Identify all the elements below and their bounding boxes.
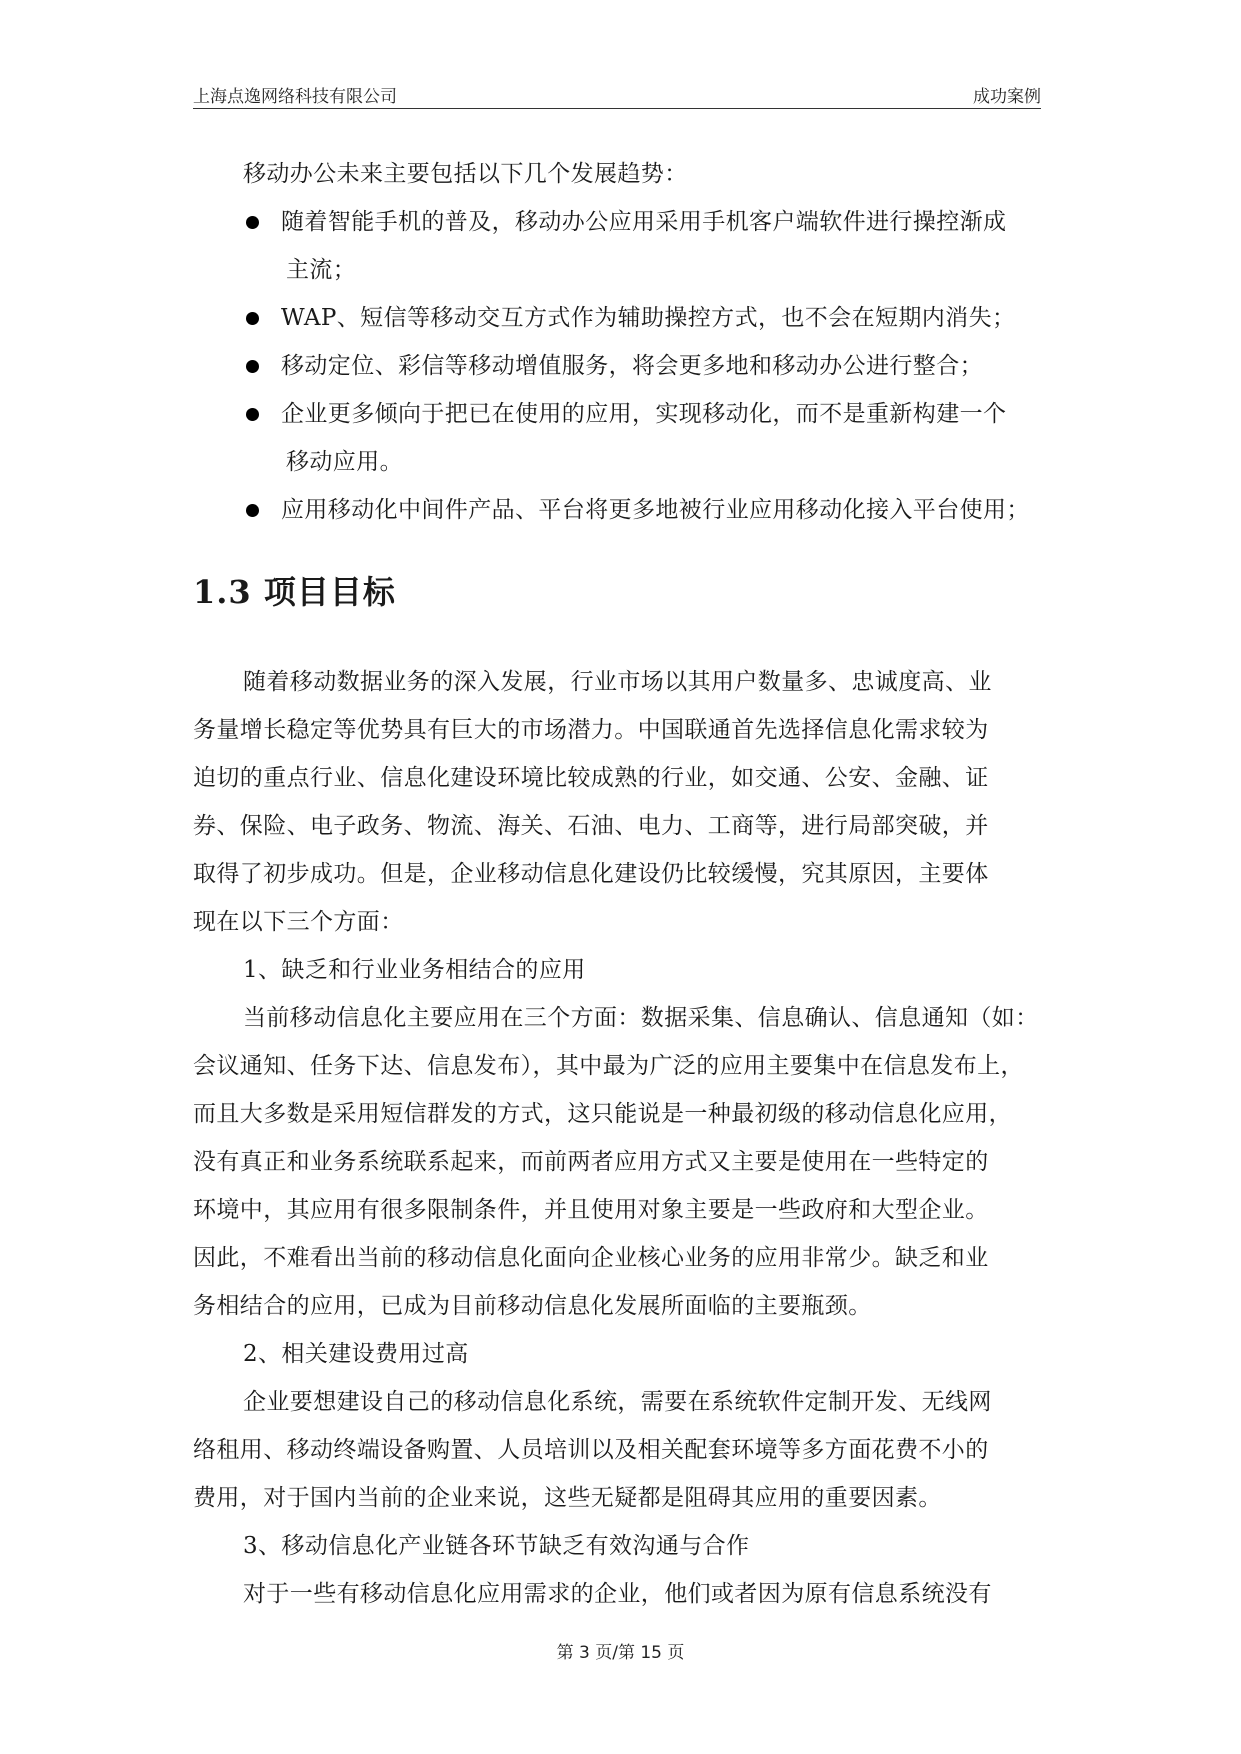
paragraph-line: 取得了初步成功。但是，企业移动信息化建设仍比较缓慢，究其原因，主要体: [193, 861, 989, 887]
paragraph-line: 务量增长稳定等优势具有巨大的市场潜力。中国联通首先选择信息化需求较为: [193, 717, 989, 743]
paragraph-line: 随着移动数据业务的深入发展，行业市场以其用户数量多、忠诚度高、业: [243, 669, 992, 695]
bullet-icon: [246, 360, 259, 373]
bullet-item: 移动定位、彩信等移动增值服务，将会更多地和移动办公进行整合；: [193, 342, 1053, 390]
bullet-item-continuation: 移动应用。: [286, 449, 403, 475]
item-heading: 3、移动信息化产业链各环节缺乏有效沟通与合作: [243, 1533, 750, 1559]
paragraph-line: 没有真正和业务系统联系起来，而前两者应用方式又主要是使用在一些特定的: [193, 1149, 989, 1175]
paragraph-line: 券、保险、电子政务、物流、海关、石油、电力、工商等，进行局部突破，并: [193, 813, 989, 839]
paragraph-line: 因此，不难看出当前的移动信息化面向企业核心业务的应用非常少。缺乏和业: [193, 1245, 989, 1271]
paragraph-line: 现在以下三个方面：: [193, 909, 404, 935]
paragraph-line: 当前移动信息化主要应用在三个方面：数据采集、信息确认、信息通知（如：: [243, 1005, 1039, 1031]
item-heading: 2、相关建设费用过高: [243, 1341, 469, 1367]
paragraph-line: 而且大多数是采用短信群发的方式，这只能说是一种最初级的移动信息化应用，: [193, 1101, 1012, 1127]
bullet-icon: [246, 312, 259, 325]
page-content: [193, 150, 1053, 1618]
bullet-item: WAP、短信等移动交互方式作为辅助操控方式，也不会在短期内消失；: [193, 294, 1053, 342]
paragraph-line: 络租用、移动终端设备购置、人员培训以及相关配套环境等多方面花费不小的: [193, 1437, 989, 1463]
bullet-item: 随着智能手机的普及，移动办公应用采用手机客户端软件进行操控渐成: [193, 198, 1053, 246]
bullet-icon: [246, 504, 259, 517]
intro-text: 移动办公未来主要包括以下几个发展趋势：: [243, 161, 688, 187]
paragraph-line: 环境中，其应用有很多限制条件，并且使用对象主要是一些政府和大型企业。: [193, 1197, 989, 1223]
page-header: [193, 78, 1041, 109]
bullet-item-continuation: 主流；: [286, 257, 357, 283]
bullet-icon: [246, 216, 259, 229]
page-number: 第 3 页/第 15 页: [556, 1643, 685, 1663]
paragraph-line: 企业要想建设自己的移动信息化系统，需要在系统软件定制开发、无线网: [243, 1389, 992, 1415]
paragraph-line: 会议通知、任务下达、信息发布），其中最为广泛的应用主要集中在信息发布上，: [193, 1053, 1024, 1079]
bullet-item: 应用移动化中间件产品、平台将更多地被行业应用移动化接入平台使用；: [193, 486, 1053, 534]
item-heading: 1、缺乏和行业业务相结合的应用: [243, 957, 586, 983]
section-heading: 1.3 项目目标: [193, 573, 396, 611]
section-name: 成功案例: [973, 87, 1041, 107]
paragraph-line: 务相结合的应用，已成为目前移动信息化发展所面临的主要瓶颈。: [193, 1293, 872, 1319]
company-name: 上海点逸网络科技有限公司: [193, 87, 397, 107]
paragraph-line: 费用，对于国内当前的企业来说，这些无疑都是阻碍其应用的重要因素。: [193, 1485, 942, 1511]
paragraph-line: 迫切的重点行业、信息化建设环境比较成熟的行业，如交通、公安、金融、证: [193, 765, 989, 791]
bullet-icon: [246, 408, 259, 421]
paragraph-line: 对于一些有移动信息化应用需求的企业，他们或者因为原有信息系统没有: [243, 1581, 992, 1607]
bullet-item: 企业更多倾向于把已在使用的应用，实现移动化，而不是重新构建一个: [193, 390, 1053, 438]
